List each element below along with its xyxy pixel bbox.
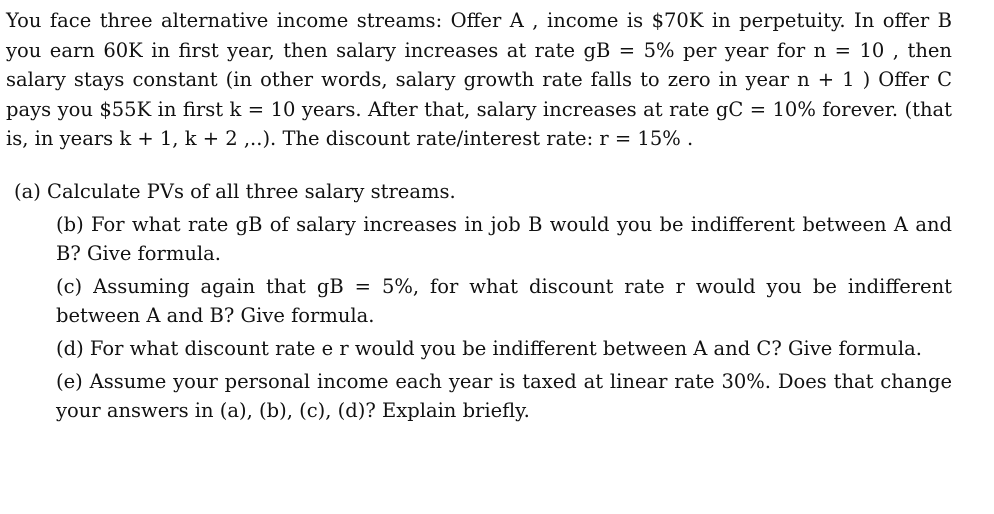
problem-intro: You face three alternative income streams: Offer A , income is $70K in perpetuity. In offer B you earn 60K in first year, then salary increases at rate gB = 5% per year for n = 10 , then salary stays constant (in other words, salary growth rate falls to zero in year n + 1 ) Offer C pays you $55K in first k = 10 years. After that, salary increases at rate gC = 10% forever. (that is, in years k + 1, k + 2 ,..). The discount rate/interest rate: r = 15% . (6, 9, 952, 150)
part-d (6, 334, 952, 363)
part-c-text: Assuming again that gB = 5%, for what discount rate r would you be indifferent between A and B? Give formula. (56, 274, 952, 327)
part-d-text: For what discount rate e r would you be indifferent between A and C? Give formula. (89, 336, 922, 360)
part-a-label: (a) (14, 179, 41, 203)
part-e-label: (e) (56, 369, 83, 393)
part-e-text: Assume your personal income each year is taxed at linear rate 30%. Does that change your answers in (a), (b), (c), (d)? Explain briefly. (56, 369, 952, 422)
part-b (6, 210, 952, 268)
part-a (6, 177, 952, 206)
part-d-label: (d) (56, 336, 84, 360)
part-e (6, 367, 952, 425)
part-b-label: (b) (56, 212, 84, 236)
part-c-label: (c) (56, 274, 83, 298)
problem-document (6, 6, 952, 425)
part-a-text: Calculate PVs of all three salary streams. (47, 179, 456, 203)
part-c (6, 272, 952, 330)
part-b-text: For what rate gB of salary increases in job B would you be indifferent between A and B? Give formula. (56, 212, 952, 265)
